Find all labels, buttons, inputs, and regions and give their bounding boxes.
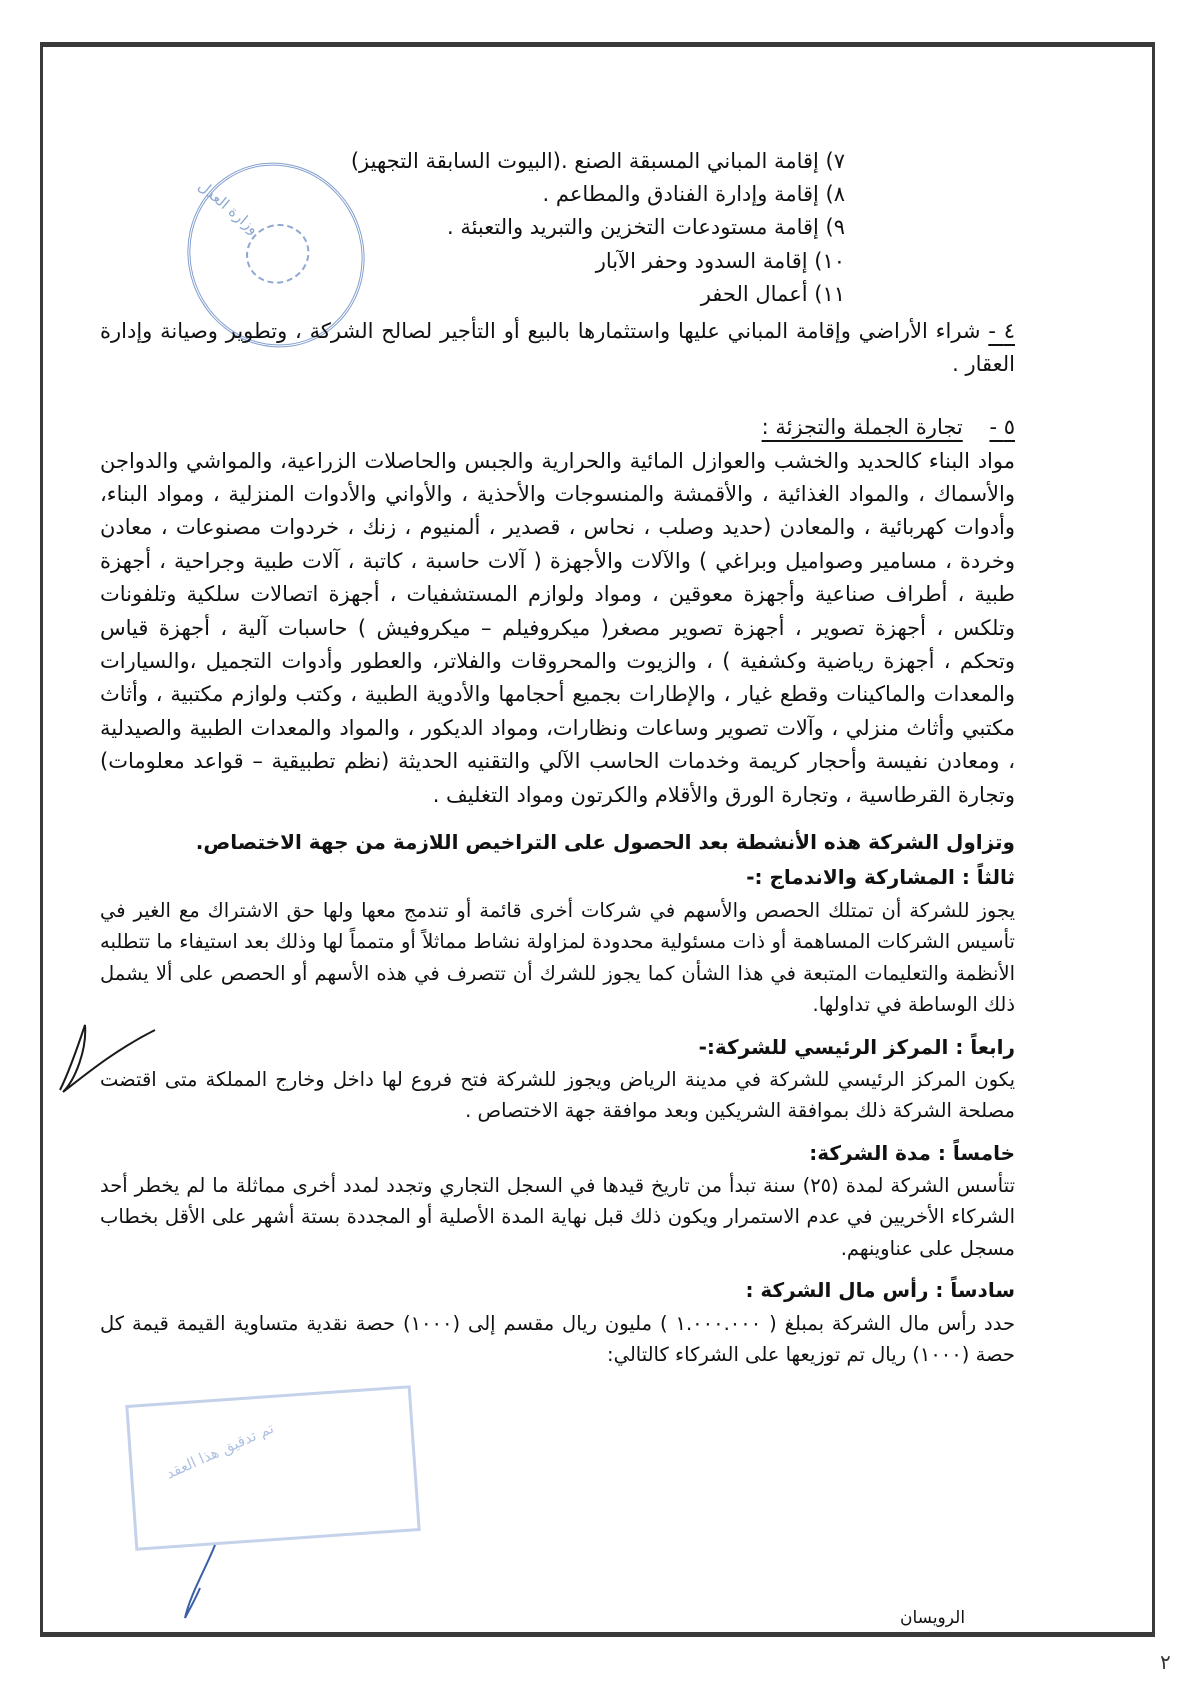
list-item: ١١) أعمال الحفر [700, 281, 845, 306]
handwritten-signature [55, 1010, 165, 1100]
section-4-text: شراء الأراضي وإقامة المباني عليها واستثمارها بالبيع أو التأجير لصالح الشركة ، وتطوير وصيانة وإدارة العقار . [100, 319, 1015, 377]
section-5-number: ٥ - [989, 415, 1015, 440]
section-sixth-title: سادساً : رأس مال الشركة : [745, 1278, 1015, 1303]
list-item: ٩) إقامة مستودعات التخزين والتبريد والتعبئة . [446, 215, 845, 240]
section-fifth-text: تتأسس الشركة لمدة (٢٥) سنة تبدأ من تاريخ قيدها في السجل التجاري وتجدد لمدد أخرى مماثلة ما لم يخطر أحد الشركاء الأخريين في عدم الاستمرار ويكون ذلك قبل نهاية المدة الأصلية أو المجددة بستة أشهر على الأقل بخطاب مسجل على عناوينهم. [100, 1173, 1016, 1260]
section-third-text: يجوز للشركة أن تمتلك الحصص والأسهم في شركات أخرى قائمة أو تندمج معها ولها حق الاشتراك مع الغير في تأسيس الشركات المساهمة أو ذات مسئولية محدودة لمزاولة نشاط مماثلاً أو متمماً لها وذلك بعد استيفاء ما تتطلبه الأنظمة والتعليمات المتبعة في هذا الشأن كما يجوز للشرك أن تتصرف في هذه الأسهم أو الحصص على ألا يشمل ذلك الوساطة في تداولها. [100, 898, 1015, 1016]
list-item: ٨) إقامة وإدارة الفنادق والمطاعم . [542, 182, 845, 207]
list-item: ١٠) إقامة السدود وحفر الآبار [595, 248, 845, 273]
section-fourth-title: رابعاً : المركز الرئيسي للشركة:- [698, 1034, 1015, 1059]
rect-stamp-text: تم تدقيق هذا العقد [163, 1418, 277, 1483]
section-5-title: تجارة الجملة والتجزئة : [761, 415, 963, 440]
section-fifth-title: خامساً : مدة الشركة: [809, 1140, 1015, 1165]
section-4-number: ٤ - [988, 319, 1015, 344]
section-fourth-text: يكون المركز الرئيسي للشركة في مدينة الرياض ويجوز للشركة فتح فروع لها داخل وخارج المملكة متى اقتضت مصلحة الشركة ذلك بموافقة الشريكين وبعد موافقة جهة الاختصاص . [100, 1067, 1015, 1123]
footer-name: الرويسان [900, 1608, 966, 1628]
section-5-text: مواد البناء كالحديد والخشب والعوازل المائية والحرارية والجبس والحاصلات الزراعية، والمواشي والدواجن والأسماك ، والمواد الغذائية ، والأقمشة والمنسوجات والأحذية ، والأواني والأدوات المنزلية ، ومواد البناء، وأدوات كهربائية ، والمعادن (حديد وصلب ، نحاس ، قصدير ، ألمنيوم ، زنك ، خردوات مصنوعات ، معادن وخردة ، مسامير وصواميل وبراغي ) والآلات والأجهزة ( آلات حاسبة ، كاتبة ، آلات طبية وجراحية ، أجهزة طبية ، أطراف صناعية وأجهزة معوقين ، ومواد ولوازم المستشفيات ، أجهزة اتصالات سلكية وتلفونات وتلكس ، أجهزة تصوير ، أجهزة تصوير مصغر( ميكروفيلم – ميكروفيش ) حاسبات آلية ، أجهزة قياس وتحكم ، أجهزة رياضية وكشفية ) ، والزيوت والمحروقات والفلاتر، والعطور وأدوات التجميل ،والسيارات والمعدات والماكينات وقطع غيار ، والإطارات بجميع أحجامها والأدوية الطبية ، وكتب ولوازم مكتبية ، وأثاث مكتبي وأثاث منزلي ، وآلات تصوير وساعات ونظارات، ومواد الديكور ، والمواد والمعدات الطبية والصيدلية ، ومعادن نفيسة وأحجار كريمة وخدمات الحاسب الآلي والتقنيه الحديثة (نظم تطبيقية – قواعد معلومات) وتجارة القرطاسية ، وتجارة الورق والأقلام والكرتون ومواد التغليف . [100, 448, 1015, 807]
list-item: ٧) إقامة المباني المسبقة الصنع .(البيوت السابقة التجهيز) [350, 149, 845, 173]
licensing-note: وتزاول الشركة هذه الأنشطة بعد الحصول على التراخيص اللازمة من جهة الاختصاص. [195, 830, 1015, 855]
section-sixth-text: حدد رأس مال الشركة بمبلغ ( ١.٠٠٠.٠٠٠ ) مليون ريال مقسم إلى (١٠٠٠) حصة نقدية متساوية القيمة قيمة كل حصة (١٠٠٠) ريال تم توزيعها على الشركاء كالتالي: [100, 1311, 1015, 1367]
section-third-title: ثالثاً : المشاركة والاندماج :- [746, 865, 1015, 890]
rectangular-audit-stamp [125, 1385, 420, 1551]
document-body [100, 145, 1015, 1371]
page-number-mark: ٢ [1160, 1650, 1171, 1674]
section-4 [100, 315, 1015, 381]
initials-signature [175, 1540, 225, 1625]
activities-list [100, 145, 1015, 311]
section-5-heading [100, 411, 1015, 444]
round-stamp-text: وزارة العدل [194, 176, 263, 238]
